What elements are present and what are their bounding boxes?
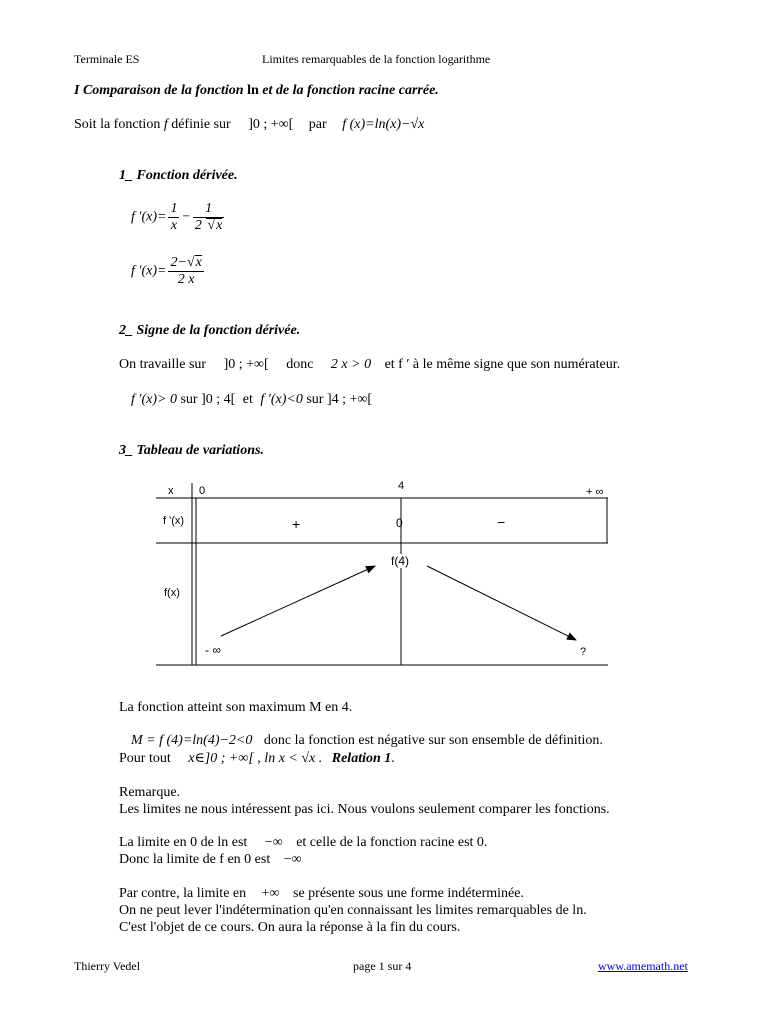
section-title: I Comparaison de la fonction ln et de la fonction racine carrée. <box>74 83 439 98</box>
remarque-line6: C'est l'objet de ce cours. On aura la réponse à la fin du cours. <box>119 920 461 935</box>
header-title: Limites remarquables de la fonction logarithme <box>262 52 491 66</box>
m-line: M = f (4)=ln(4)−2<0 donc la fonction est négative sur son ensemble de définition. <box>131 733 603 748</box>
remarque-line4: Par contre, la limite en +∞ se présente sous une forme indéterminée. <box>119 886 524 901</box>
intro-line: Soit la fonction f définie sur ]0 ; +∞[ par f (x)=ln(x)−√x <box>74 117 425 132</box>
table-f-right: ? <box>580 646 587 658</box>
table-sign-minus: − <box>497 514 506 530</box>
table-x-0: 0 <box>199 485 206 497</box>
derivative-eq1: f ′(x)= $\frac{1}{x}$ − $\frac{1}{2 √x}$ <box>131 201 223 233</box>
part2-title: 2_ Signe de la fonction dérivée. <box>119 323 301 338</box>
table-x-4: 4 <box>398 480 405 492</box>
part1-title: 1_ Fonction dérivée. <box>119 168 238 183</box>
table-label-fprime: f '(x) <box>163 515 185 527</box>
remarque-line5: On ne peut lever l'indétermination qu'en connaissant les limites remarquables de ln. <box>119 903 587 918</box>
table-label-f: f(x) <box>164 587 180 599</box>
table-label-x: x <box>168 485 174 497</box>
table-x-inf: + ∞ <box>586 486 604 498</box>
table-f-left: - ∞ <box>205 643 221 657</box>
derivative-eq2: f ′(x)= $\frac{2-√x}{2 x}$ <box>131 255 202 287</box>
arrow-increasing <box>221 566 375 636</box>
footer-page-number: page 1 sur 4 <box>353 959 412 973</box>
table-f-max: f(4) <box>391 554 409 568</box>
remarque-title: Remarque. <box>119 785 181 800</box>
remarque-line2: La limite en 0 de ln est −∞ et celle de la fonction racine est 0. <box>119 835 488 850</box>
remarque-line1: Les limites ne nous intéressent pas ici. Nous voulons seulement comparer les fonctions. <box>119 802 610 817</box>
relation-line: Pour tout x∈]0 ; +∞[ , ln x < √x . Relation 1. <box>119 751 395 766</box>
header-left: Terminale ES <box>74 52 140 66</box>
sign-line1: On travaille sur ]0 ; +∞[ donc 2 x > 0 et f ′ à le même signe que son numérateur. <box>119 357 621 372</box>
sign-line2: f ′(x)> 0 sur ]0 ; 4[ et f ′(x)<0 sur ]4 ; +∞[ <box>131 392 373 407</box>
part3-title: 3_ Tableau de variations. <box>119 443 264 458</box>
footer-website-link[interactable]: www.amemath.net <box>598 959 688 973</box>
remarque-line3: Donc la limite de f en 0 est −∞ <box>119 852 302 867</box>
table-sign-zero: 0 <box>396 516 403 530</box>
arrow-decreasing <box>427 566 576 640</box>
max-line: La fonction atteint son maximum M en 4. <box>119 700 353 715</box>
footer-author: Thierry Vedel <box>74 959 141 973</box>
table-sign-plus: + <box>292 516 301 532</box>
